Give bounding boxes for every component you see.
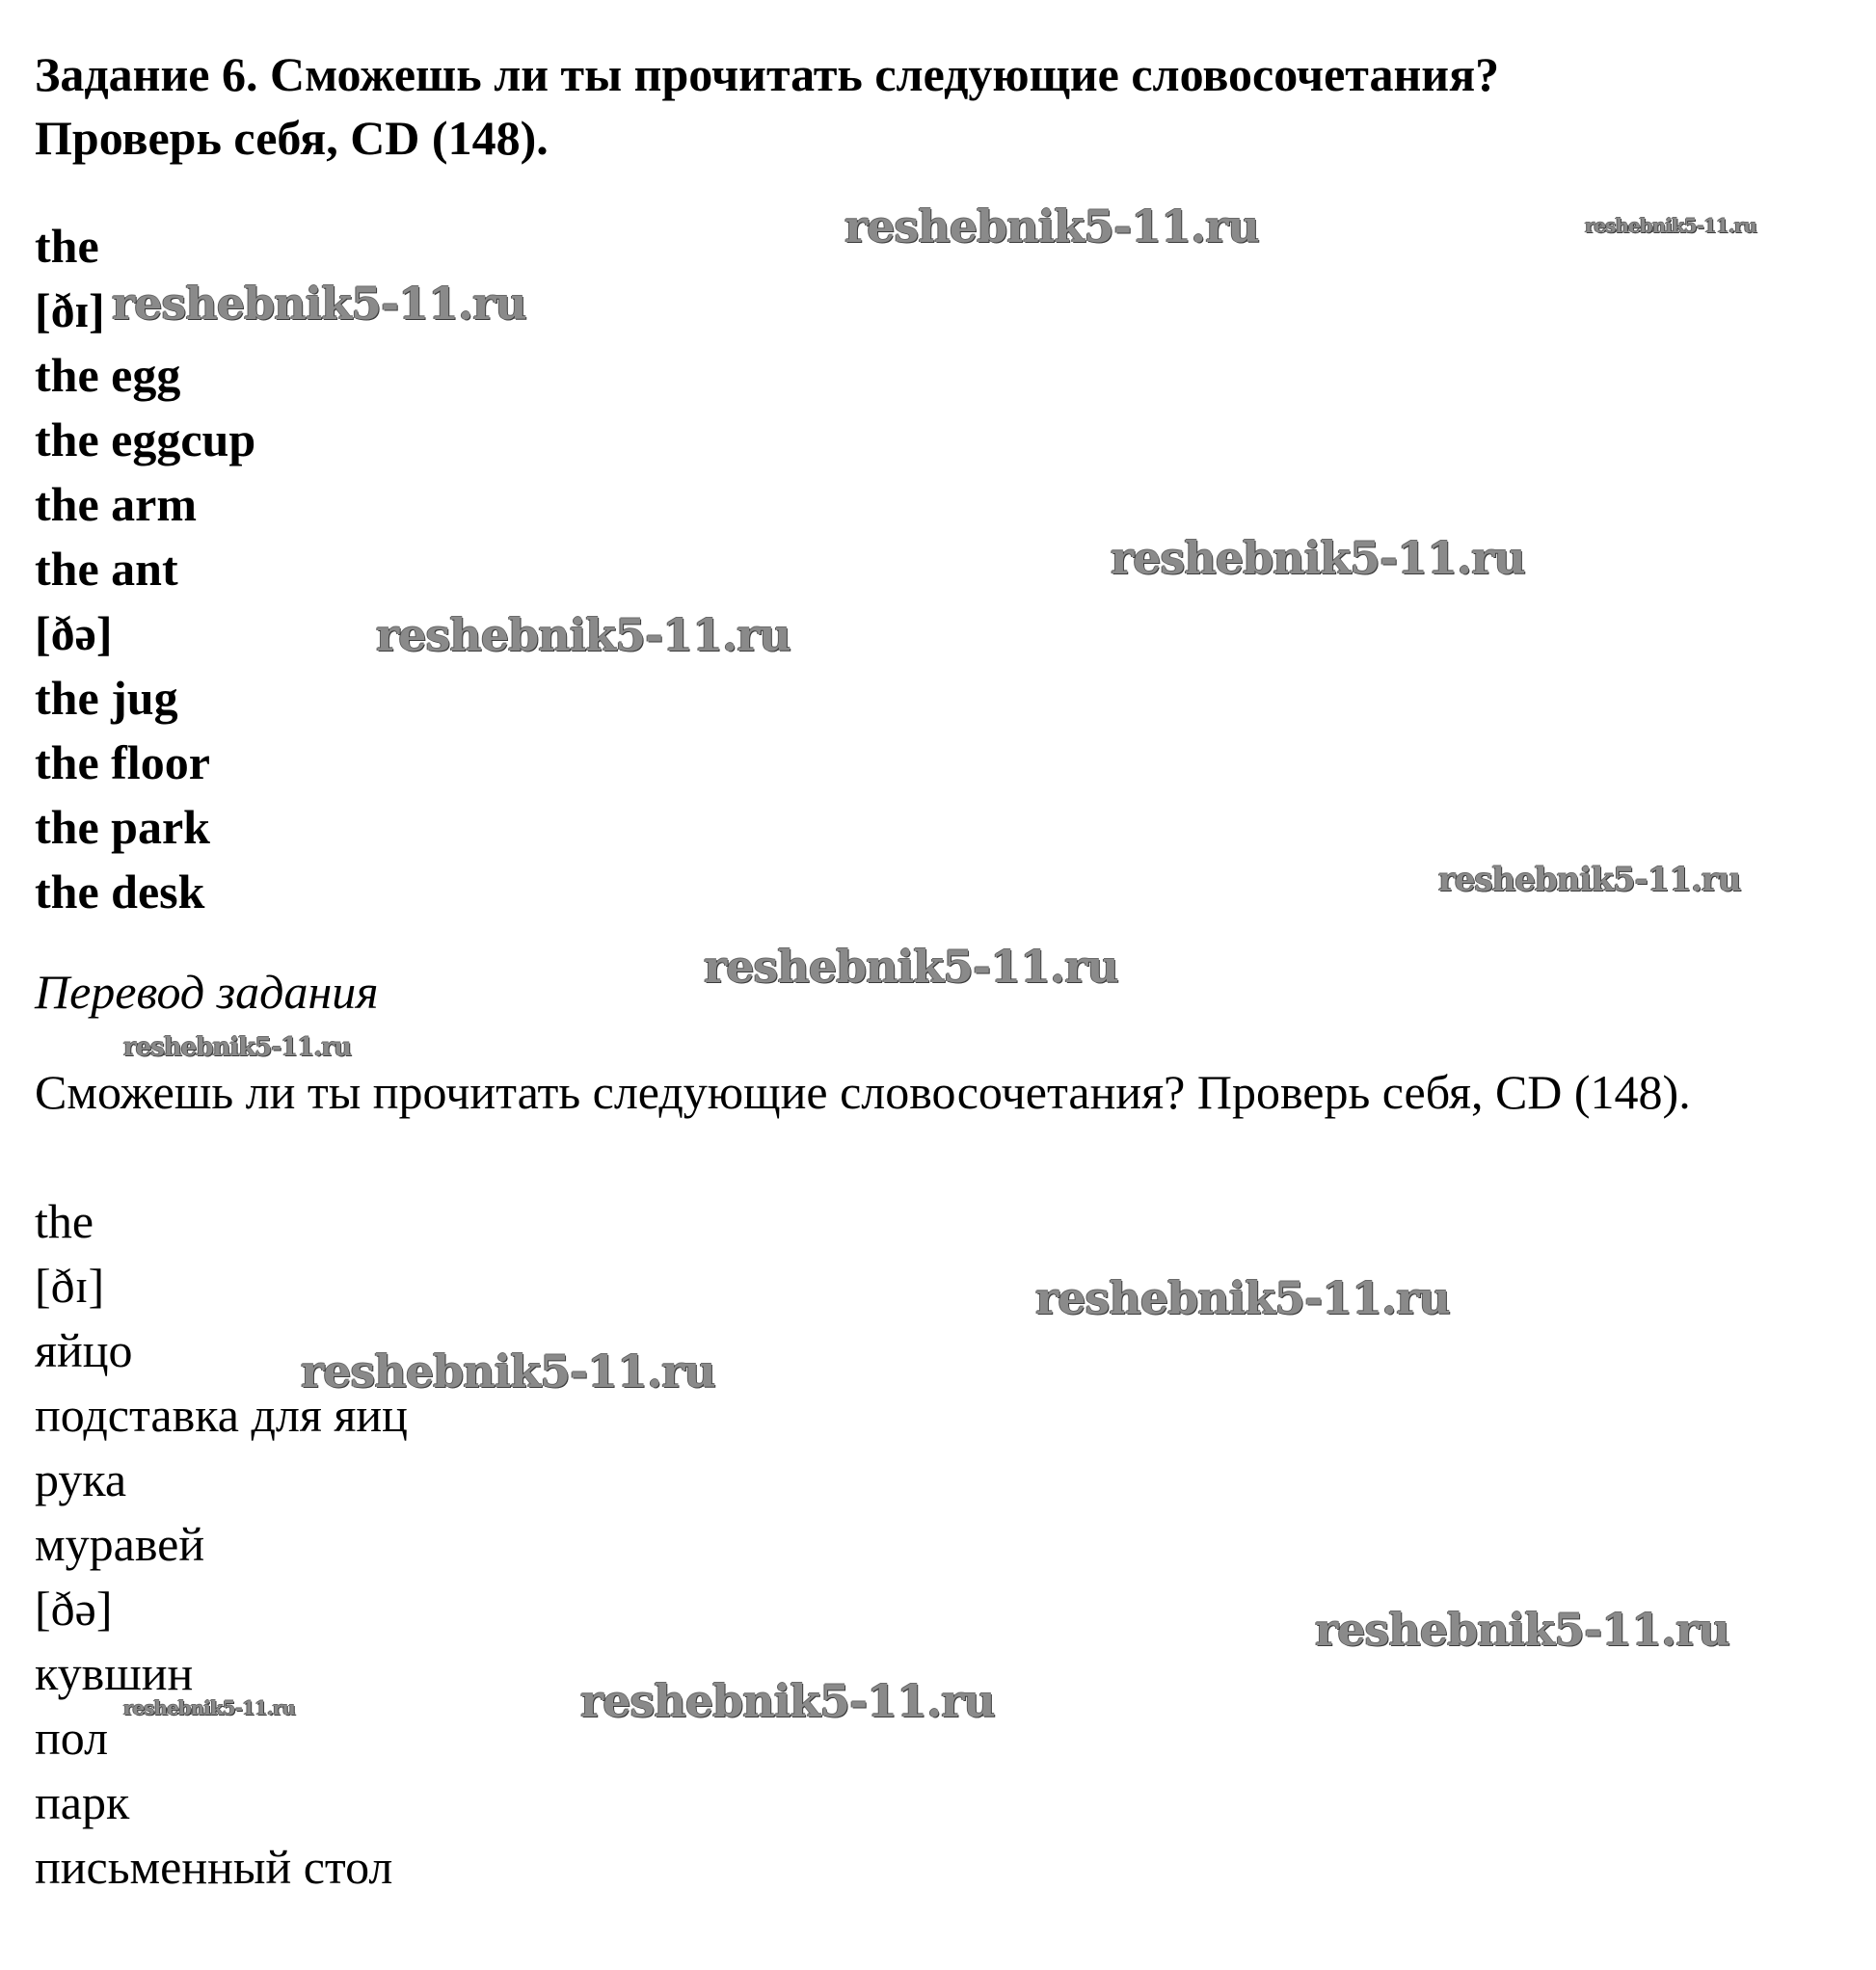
translation-title: Перевод задания (35, 965, 379, 1019)
phrase-item: [ðɪ] (35, 283, 105, 337)
translation-text: Сможешь ли ты прочитать следующие словосочетания? Проверь себя, CD (148). (35, 1065, 1691, 1119)
phrase-item: the eggcup (35, 413, 256, 466)
watermark: reshebnik5-11.ru (1585, 214, 1756, 237)
translation-item: [ðə] (35, 1582, 113, 1636)
translation-item: подставка для яиц (35, 1388, 408, 1442)
phrase-item: the park (35, 800, 210, 854)
watermark: reshebnik5-11.ru (1438, 861, 1741, 899)
watermark: reshebnik5-11.ru (704, 941, 1118, 993)
translation-item: парк (35, 1775, 130, 1829)
phrase-item: the egg (35, 348, 181, 402)
translation-item: [ðɪ] (35, 1259, 105, 1313)
translation-list (35, 1189, 408, 1900)
phrase-item: the desk (35, 865, 205, 918)
translation-item: муравей (35, 1517, 205, 1571)
phrase-item: the arm (35, 477, 197, 531)
translation-item: яйцо (35, 1323, 133, 1377)
watermark: reshebnik5-11.ru (112, 278, 526, 330)
phrase-item: the jug (35, 671, 178, 725)
watermark: reshebnik5-11.ru (580, 1675, 995, 1727)
phrase-item: the floor (35, 735, 210, 789)
task-title-line-1: Задание 6. Сможешь ли ты прочитать следующие словосочетания? (35, 47, 1500, 101)
phrase-item: [ðə] (35, 606, 113, 660)
watermark: reshebnik5-11.ru (123, 1696, 295, 1719)
translation-item: пол (35, 1711, 109, 1765)
watermark: reshebnik5-11.ru (123, 1033, 352, 1062)
phrase-item: the ant (35, 542, 178, 596)
task-heading (35, 42, 1837, 170)
translation-item: кувшин (35, 1646, 194, 1700)
watermark: reshebnik5-11.ru (301, 1345, 715, 1398)
watermark: reshebnik5-11.ru (1111, 532, 1525, 584)
translation-item: рука (35, 1452, 127, 1506)
watermark: reshebnik5-11.ru (844, 200, 1259, 253)
translation-item: the (35, 1194, 94, 1248)
watermark: reshebnik5-11.ru (1035, 1272, 1450, 1324)
task-title-line-2: Проверь себя, CD (148). (35, 111, 549, 165)
phrase-item: the (35, 219, 99, 273)
watermark: reshebnik5-11.ru (1315, 1604, 1729, 1656)
watermark: reshebnik5-11.ru (376, 609, 791, 661)
translation-item: письменный стол (35, 1840, 393, 1894)
